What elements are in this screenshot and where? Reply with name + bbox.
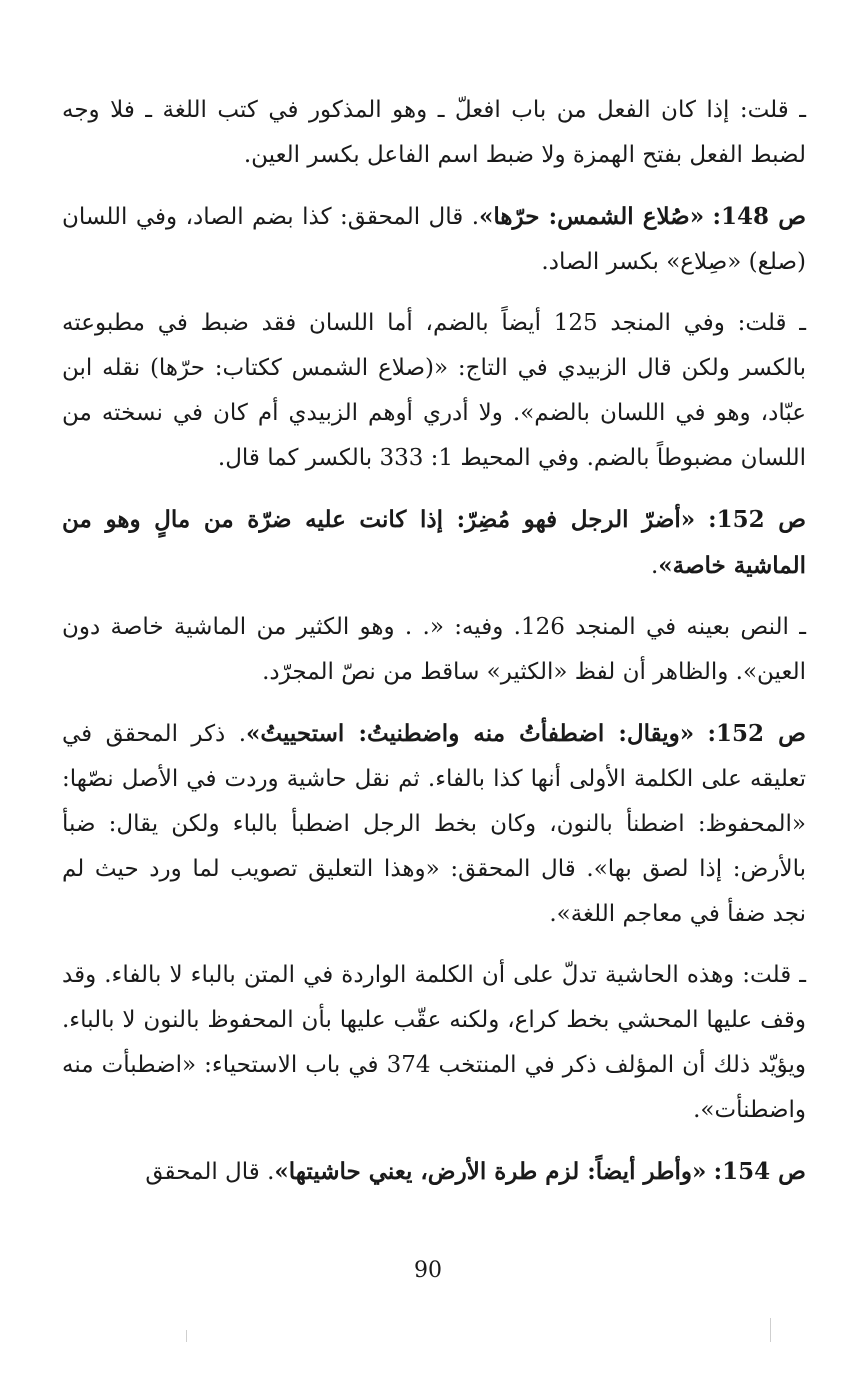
paragraph-text: . قال المحقق: كذا بضم الصاد، وفي اللسان (صلع) «صِلاع» بكسر الصاد. <box>62 204 806 275</box>
paragraph-entry-152a <box>62 497 806 589</box>
paragraph-text: . قال المحقق <box>145 1159 275 1185</box>
paragraph-comment-3 <box>62 605 806 695</box>
quoted-headword: «أضرّ الرجل فهو مُضِرّ: إذا كانت عليه ضرّة من مالٍ وهو من الماشية خاصة» <box>62 506 806 579</box>
paragraph-entry-148 <box>62 194 806 285</box>
page-body <box>62 88 806 1211</box>
paragraph-entry-154 <box>62 1149 806 1195</box>
quoted-headword: «وأطر أيضاً: لزم طرة الأرض، يعني حاشيتها» <box>274 1158 707 1185</box>
scan-edge-mark <box>186 1330 187 1342</box>
paragraph-text: . ذكر المحقق في تعليقه على الكلمة الأولى أنها كذا بالفاء. ثم نقل حاشية وردت في الأصل نصّها: «المحفوظ: اضطنأ بالنون، وكان بخط الرجل اضطبأ بالباء ولكن يقال: ضبأ بالأرض: إذا لصق بها». قال المحقق: «وهذا التعليق تصويب لما ورد حيث لم نجد ضفأ في معاجم اللغة». <box>62 721 806 927</box>
scan-edge-mark <box>770 1318 771 1342</box>
paragraph-text: ـ قلت: إذا كان الفعل من باب افعلّ ـ وهو المذكور في كتب اللغة ـ فلا وجه لضبط الفعل بفتح الهمزة ولا ضبط اسم الفاعل بكسر العين. <box>62 97 806 168</box>
paragraph-comment-2 <box>62 301 806 481</box>
paragraph-text: . <box>650 553 659 579</box>
paragraph-comment-4 <box>62 953 806 1133</box>
paragraph-entry-152b <box>62 711 806 937</box>
quoted-headword: «ويقال: اضطفأتُ منه واضطنيتُ: استحييتُ» <box>246 720 695 747</box>
paragraph-text: ـ النص بعينه في المنجد 126. وفيه: «. . وهو الكثير من الماشية خاصة دون العين». والظاهر أن لفظ «الكثير» ساقط من نصّ المجرّد. <box>62 614 806 685</box>
page-reference: ص 152: <box>708 506 807 533</box>
page-number: 90 <box>414 1258 442 1283</box>
page-reference: ص 154: <box>713 1158 806 1185</box>
paragraph-comment-1 <box>62 88 806 178</box>
quoted-headword: «صُلاع الشمس: حرّها» <box>479 203 705 230</box>
paragraph-text: ـ قلت: وهذه الحاشية تدلّ على أن الكلمة الواردة في المتن بالباء لا بالفاء. وقد وقف عليها المحشي بخط كراع، ولكنه عقّب عليها بأن المحفوظ بالنون لا بالباء. ويؤيّد ذلك أن المؤلف ذكر في المنتخب 374 في باب الاستحياء: «اضطبأت منه واضطنأت». <box>62 962 807 1123</box>
page-reference: ص 148: <box>712 203 807 230</box>
page-reference: ص 152: <box>707 720 806 747</box>
paragraph-text: ـ قلت: وفي المنجد 125 أيضاً بالضم، أما اللسان فقد ضبط في مطبوعته بالكسر ولكن قال الزبيدي في التاج: «(صلاع الشمس ككتاب: حرّها) نقله ابن عبّاد، وهو في اللسان بالضم». ولا أدري أوهم الزبيدي أم كان في نسخته من اللسان مضبوطاً بالضم. وفي المحيط 1: 333 بالكسر كما قال. <box>62 310 806 471</box>
